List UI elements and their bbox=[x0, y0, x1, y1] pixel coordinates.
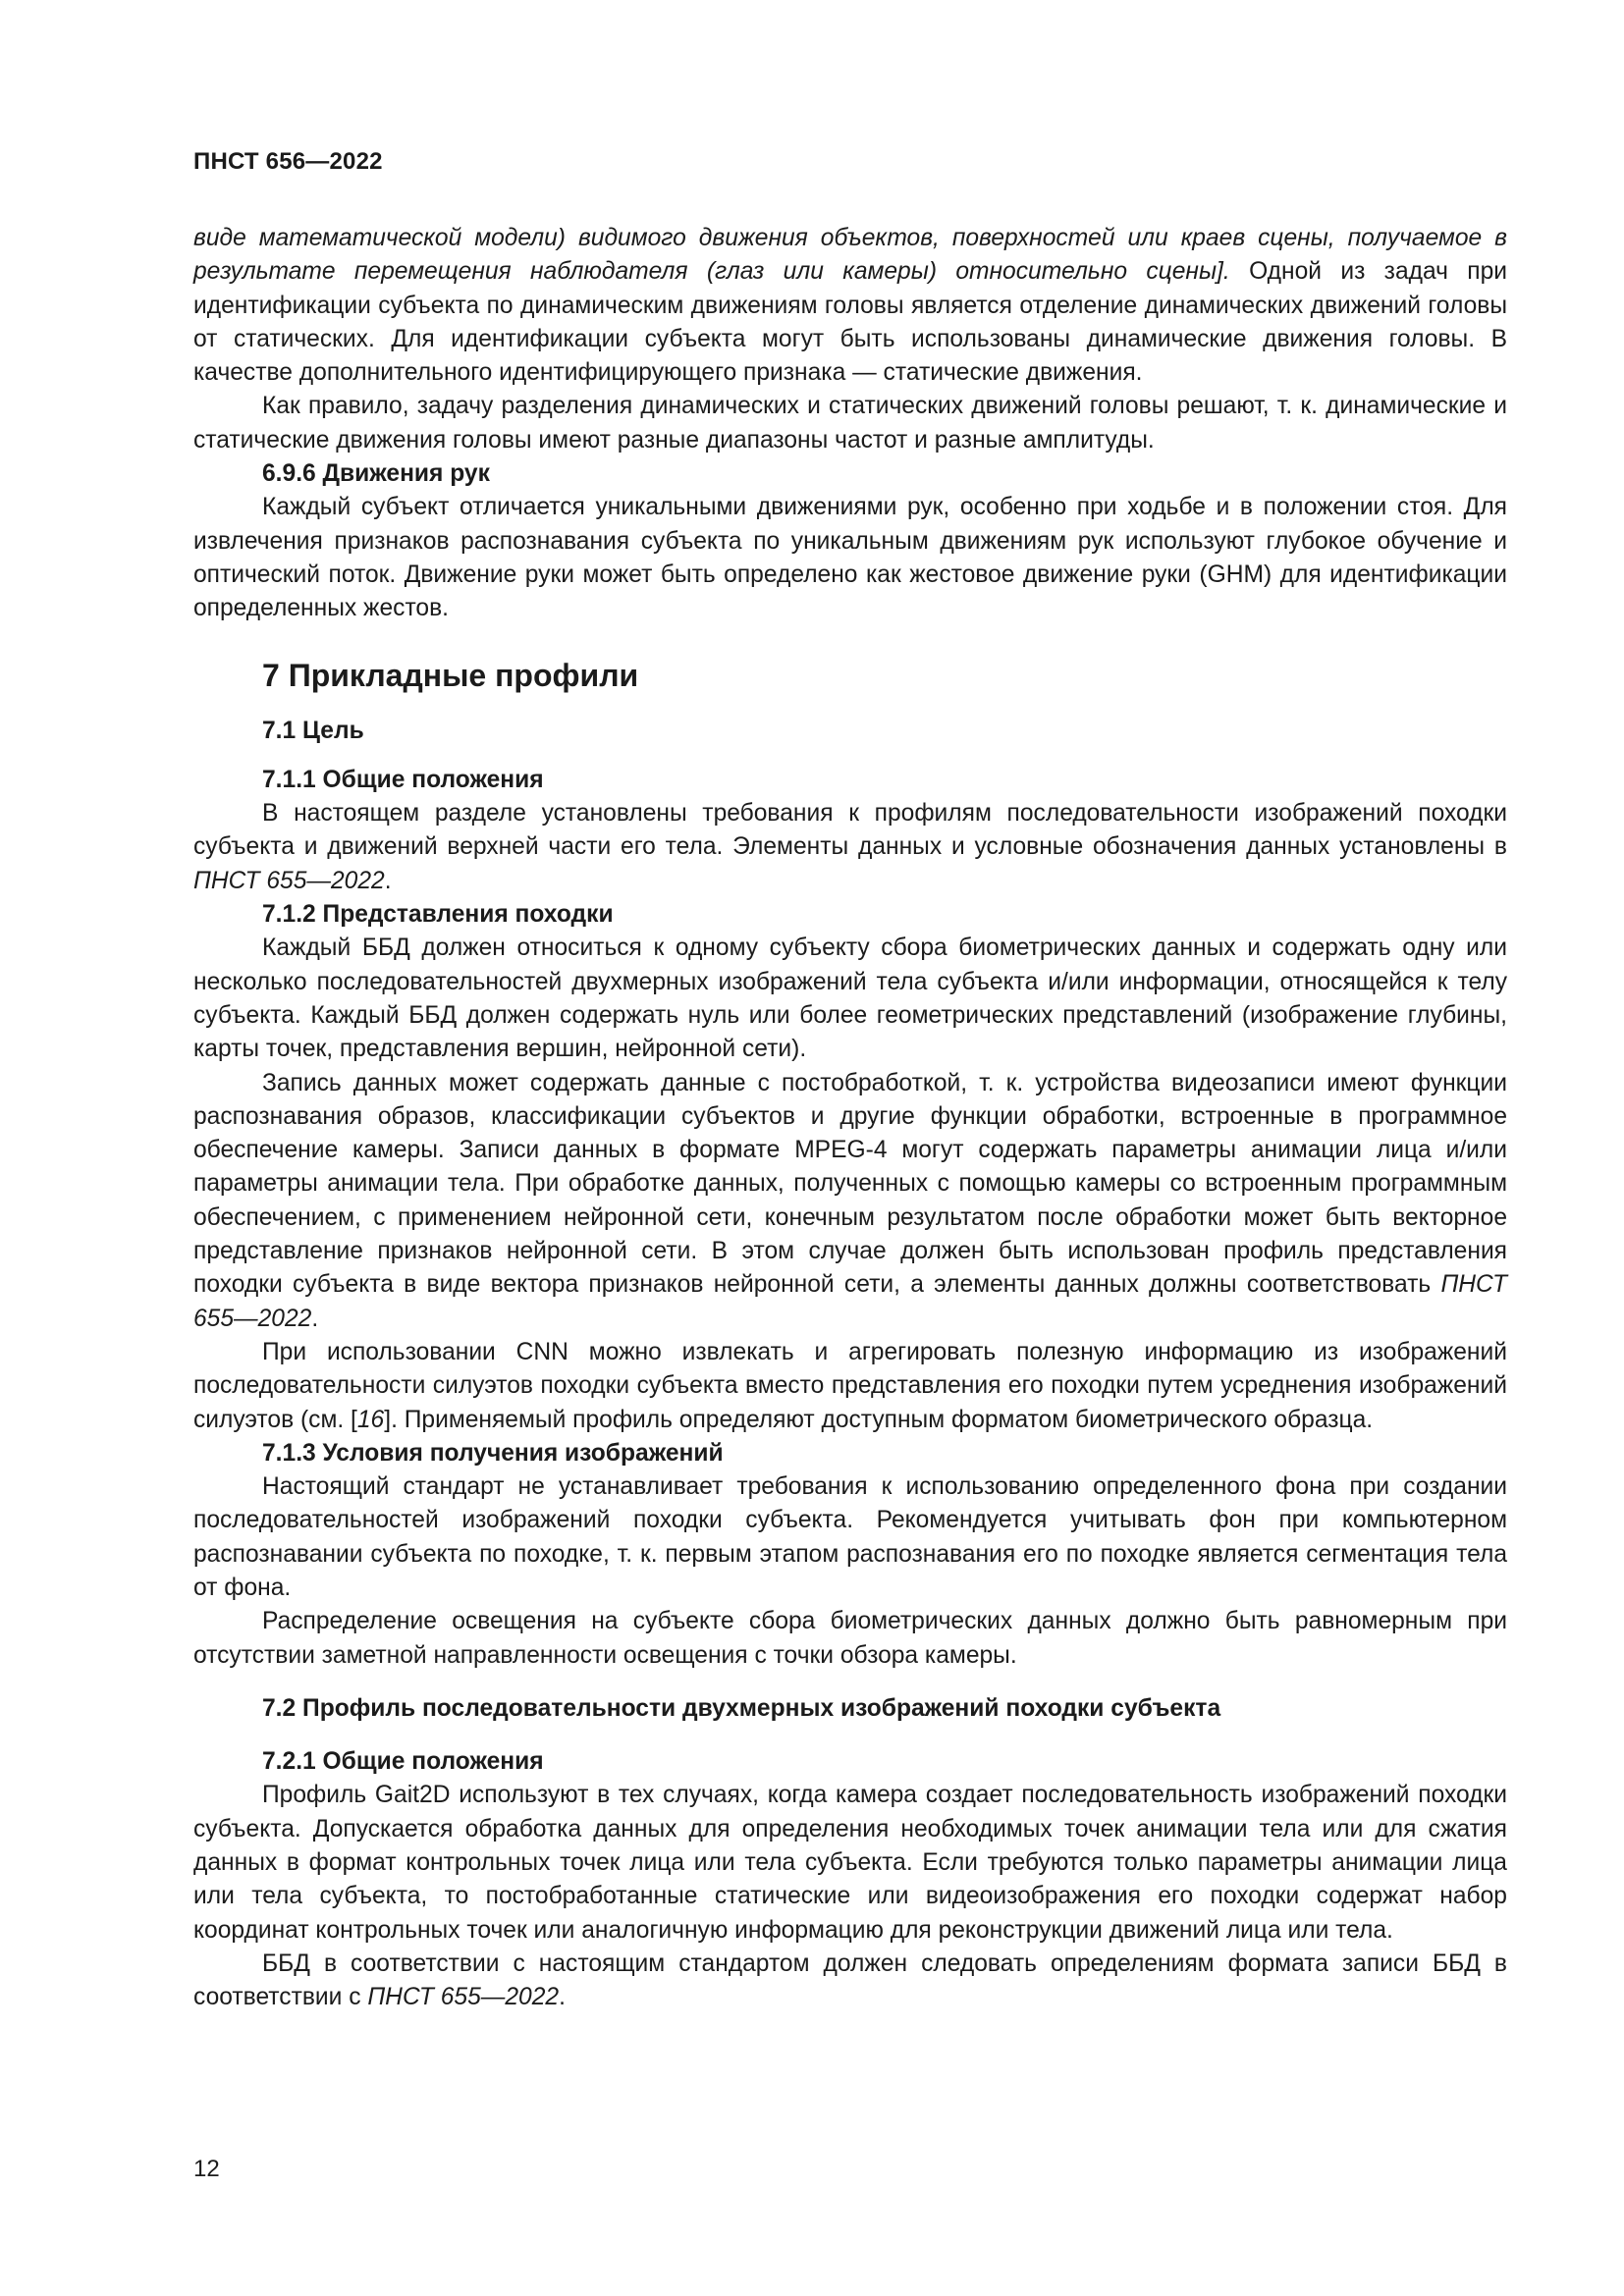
section-heading-7-2: 7.2 Профиль последовательности двухмерных изображений походки субъекта bbox=[262, 1694, 1221, 1722]
section-heading-7: 7 Прикладные профили bbox=[262, 657, 639, 693]
paragraph: Профиль Gait2D используют в тех случаях, когда камера создает последовательность изображений походки субъекта. Допускается обработка данных для определения необходимых точек анимации тела или для сжатия данных в формат контрольных точек лица или тела субъекта. Если требуются только параметры анимации лица или тела субъекта, то постобработанные статические или видеоизображения его походки содержат набор координат контрольных точек или аналогичную информацию для реконструкции движений лица или тела. bbox=[193, 1782, 1507, 1944]
section-heading-7-1-3: 7.1.3 Условия получения изображений bbox=[262, 1439, 724, 1467]
document-code-header: ПНСТ 656—2022 bbox=[193, 148, 383, 175]
standard-reference: ПНСТ 655—2022 bbox=[193, 1271, 1507, 1332]
paragraph: Настоящий стандарт не устанавливает требования к использованию определенного фона при создании последовательностей изображений походки субъекта. Рекомендуется учитывать фон при компьютерном распознавании субъекта по походке, т. к. первым этапом распознавания его по походке является сегментация тела от фона. bbox=[193, 1473, 1507, 1601]
paragraph: При использовании CNN можно извлекать и агрегировать полезную информацию из изображений последовательности силуэтов походки субъекта вместо представления его походки путем усреднения изображений силуэтов (см. [16]. Применяемый профиль определяют доступным форматом биометрического образца. bbox=[193, 1338, 1507, 1433]
italic-fragment: виде математической модели) видимого движения объектов, поверхностей или краев сцены, получаемое в результате перемещения наблюдателя (глаз или камеры) относительно сцены]. bbox=[193, 225, 1507, 286]
paragraph: Распределение освещения на субъекте сбора биометрических данных должно быть равномерным при отсутствии заметной направленности освещения с точки обзора камеры. bbox=[193, 1608, 1507, 1669]
paragraph: В настоящем разделе установлены требования к профилям последовательности изображений походки субъекта и движений верхней части его тела. Элементы данных и условные обозначения данных установлены в ПНСТ 655—2022. bbox=[193, 800, 1507, 894]
paragraph: Каждый субъект отличается уникальными движениями рук, особенно при ходьбе и в положении стоя. Для извлечения признаков распознавания субъекта по уникальным движениям рук используют глубокое обучение и оптический поток. Движение руки может быть определено как жестовое движение руки (GHM) для идентификации определенных жестов. bbox=[193, 494, 1507, 622]
section-heading-7-1-1: 7.1.1 Общие положения bbox=[262, 766, 544, 793]
section-heading-7-1-2: 7.1.2 Представления походки bbox=[262, 901, 614, 929]
paragraph: Как правило, задачу разделения динамических и статических движений головы решают, т. к. динамические и статические движения головы имеют разные диапазоны частот и разные амплитуды. bbox=[193, 393, 1507, 454]
paragraph: ББД в соответствии с настоящим стандартом должен следовать определениям формата записи ББД в соответствии с ПНСТ 655—2022. bbox=[193, 1949, 1507, 2011]
section-heading-6-9-6: 6.9.6 Движения рук bbox=[262, 460, 490, 488]
page-number: 12 bbox=[193, 2156, 220, 2182]
paragraph: виде математической модели) видимого движения объектов, поверхностей или краев сцены, получаемое в результате перемещения наблюдателя (глаз или камеры) относительно сцены]. Одной из задач при идентификации субъекта по динамическим движениям головы является отделение динамических движений головы от статических. Для идентификации субъекта могут быть использованы динамические движения головы. В качестве дополнительного идентифицирующего признака — статические движения. bbox=[193, 225, 1508, 387]
standard-reference: ПНСТ 655—2022 bbox=[367, 1984, 560, 2011]
section-heading-7-1: 7.1 Цель bbox=[262, 717, 364, 744]
section-heading-7-2-1: 7.2.1 Общие положения bbox=[262, 1748, 544, 1776]
standard-reference: ПНСТ 655—2022 bbox=[193, 867, 385, 894]
bibliography-reference: 16 bbox=[356, 1406, 385, 1433]
paragraph: Каждый ББД должен относиться к одному субъекту сбора биометрических данных и содержать одну или несколько последовательностей двухмерных изображений тела субъекта и/или информации, относящейся к телу субъекта. Каждый ББД должен содержать нуль или более геометрических представлений (изображение глубины, карты точек, представления вершин, нейронной сети). bbox=[193, 934, 1507, 1063]
paragraph: Запись данных может содержать данные с постобработкой, т. к. устройства видеозаписи имеют функции распознавания образов, классификации субъектов и другие функции обработки, встроенные в программное обеспечение камеры. Записи данных в формате MPEG-4 могут содержать параметры анимации лица и/или параметры анимации тела. При обработке данных, полученных с помощью камеры со встроенным программным обеспечением, с применением нейронной сети, конечным результатом после обработки может быть векторное представление признаков нейронной сети. В этом случае должен быть использован профиль представления походки субъекта в виде вектора признаков нейронной сети, а элементы данных должны соответствовать ПНСТ 655—2022. bbox=[193, 1069, 1507, 1332]
document-body bbox=[193, 222, 1507, 2015]
